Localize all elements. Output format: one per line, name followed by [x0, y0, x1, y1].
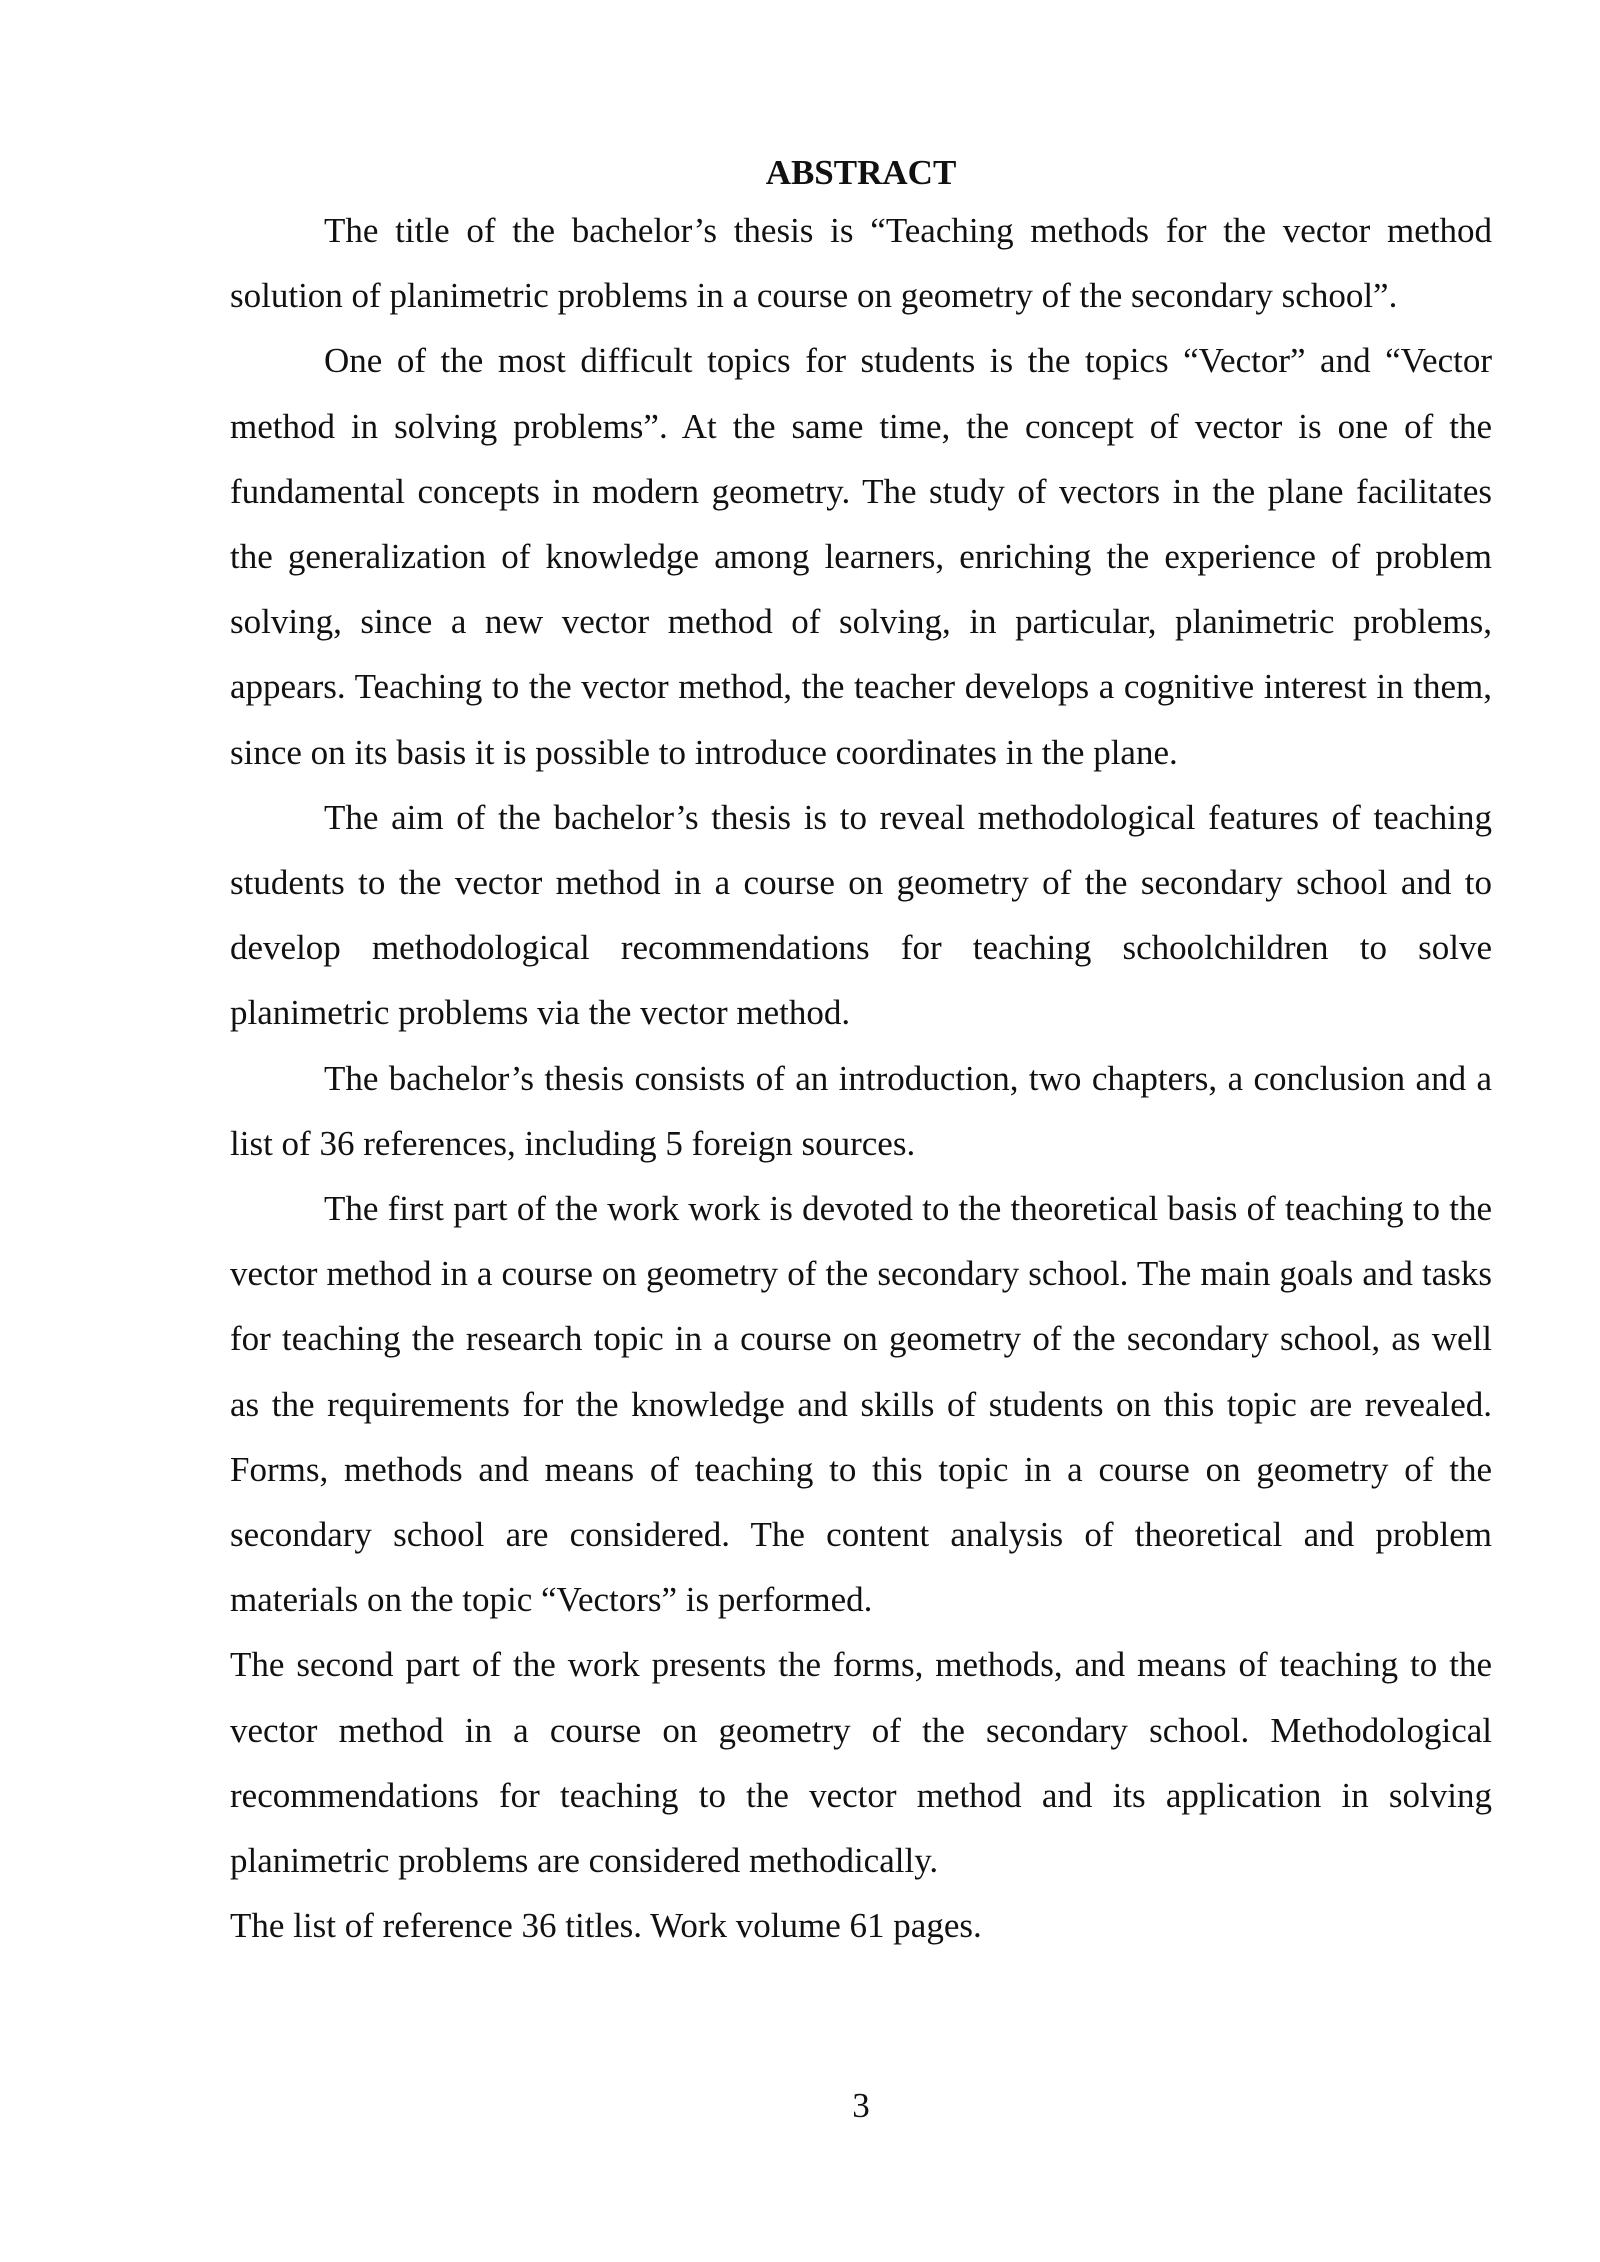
paragraph-thesis-aim: The aim of the bachelor’s thesis is to reveal methodological features of teaching students to the vector method in a course on geometry of the secondary school and to develop methodological recommendations for teaching schoolchildren to solve planimetric problems via the vector method.: [230, 797, 1492, 1033]
paragraph-references-volume: The list of reference 36 titles. Work volume 61 pages.: [230, 1906, 982, 1946]
paragraph-second-part: The second part of the work presents the forms, methods, and means of teaching to the vector method in a course on geometry of the secondary school. Methodological recommendations for teaching to the vector method and its application in solving planimetric problems are considered methodically.: [230, 1645, 1492, 1881]
abstract-heading: ABSTRACT: [765, 153, 957, 192]
paragraph-thesis-structure: The bachelor’s thesis consists of an introduction, two chapters, a conclusion and a list of 36 references, including 5 foreign sources.: [230, 1058, 1492, 1163]
paragraph-topic-difficulty: One of the most difficult topics for students is the topics “Vector” and “Vector method in solving problems”. At the same time, the concept of vector is one of the fundamental concepts in modern geometry. The study of vectors in the plane facilitates the generalization of knowledge among learners, enriching the experience of problem solving, since a new vector method of solving, in particular, planimetric problems, appears. Teaching to the vector method, the teacher develops a cognitive interest in them, since on its basis it is possible to introduce coordinates in the plane.: [230, 341, 1492, 772]
paragraph-first-part: The first part of the work work is devoted to the theoretical basis of teaching to the vector method in a course on geometry of the secondary school. The main goals and tasks for teaching the research topic in a course on geometry of the secondary school, as well as the requirements for the knowledge and skills of students on this topic are revealed. Forms, methods and means of teaching to this topic in a course on geometry of the secondary school are considered. The content analysis of theoretical and problem materials on the topic “Vectors” is performed.: [230, 1189, 1492, 1620]
paragraph-thesis-title: The title of the bachelor’s thesis is “Teaching methods for the vector method solution of planimetric problems in a course on geometry of the secondary school”.: [230, 211, 1492, 316]
document-body: [230, 148, 1492, 1958]
page-number: 3: [852, 2086, 870, 2125]
